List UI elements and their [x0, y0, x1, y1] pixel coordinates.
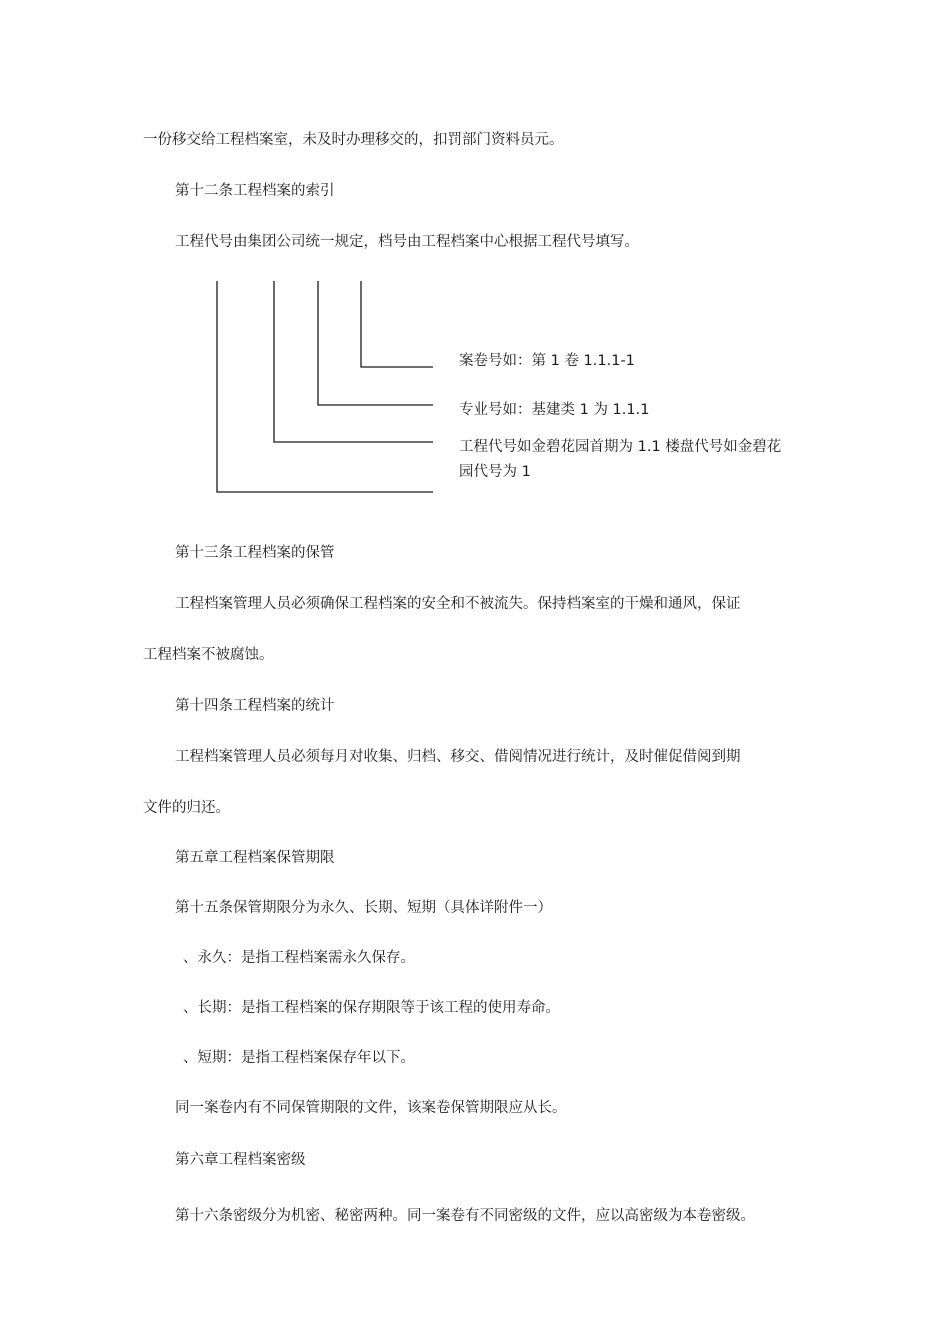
term-long: 、长期：是指工程档案的保存期限等于该工程的使用寿命。: [183, 1000, 560, 1016]
bracket-line-2: [274, 281, 433, 442]
retention-rule: 同一案卷内有不同保管期限的文件，该案卷保管期限应从长。: [175, 1100, 567, 1116]
chapter-6-heading: 第六章工程档案密级: [175, 1152, 306, 1168]
article-13-body-line-2: 工程档案不被腐蚀。: [143, 647, 274, 663]
article-14-heading: 第十四条工程档案的统计: [175, 698, 335, 714]
article-16-body: 第十六条密级分为机密、秘密两种。同一案卷有不同密级的文件，应以高密级为本卷密级。: [175, 1208, 755, 1224]
term-permanent: 、永久：是指工程档案需永久保存。: [183, 950, 415, 966]
chapter-5-heading: 第五章工程档案保管期限: [175, 850, 335, 866]
diagram-label-specialty-number: 专业号如：基建类 1 为 1.1.1: [459, 402, 650, 418]
article-13-heading: 第十三条工程档案的保管: [175, 545, 335, 561]
article-14-body-line-1: 工程档案管理人员必须每月对收集、归档、移交、借阅情况进行统计，及时催促借阅到期: [175, 749, 741, 765]
diagram-label-volume-number: 案卷号如：第 1 卷 1.1.1-1: [459, 353, 635, 369]
article-12-heading: 第十二条工程档案的索引: [175, 183, 335, 199]
diagram-label-project-code: 工程代号如金碧花园首期为 1.1 楼盘代号如金碧花: [459, 439, 782, 455]
bracket-line-4: [361, 281, 433, 367]
diagram-label-project-code-cont: 园代号为 1: [459, 464, 531, 480]
article-15-heading: 第十五条保管期限分为永久、长期、短期（具体详附件一）: [175, 900, 552, 916]
article-14-body-line-2: 文件的归还。: [143, 800, 230, 816]
bracket-line-3: [318, 281, 433, 405]
article-13-body-line-1: 工程档案管理人员必须确保工程档案的安全和不被流失。保持档案室的干燥和通风，保证: [175, 596, 741, 612]
paragraph-continuation: 一份移交给工程档案室，未及时办理移交的，扣罚部门资料员元。: [143, 132, 564, 148]
article-12-body: 工程代号由集团公司统一规定，档号由工程档案中心根据工程代号填写。: [175, 234, 639, 250]
term-short: 、短期：是指工程档案保存年以下。: [183, 1050, 415, 1066]
bracket-line-1: [217, 281, 433, 492]
